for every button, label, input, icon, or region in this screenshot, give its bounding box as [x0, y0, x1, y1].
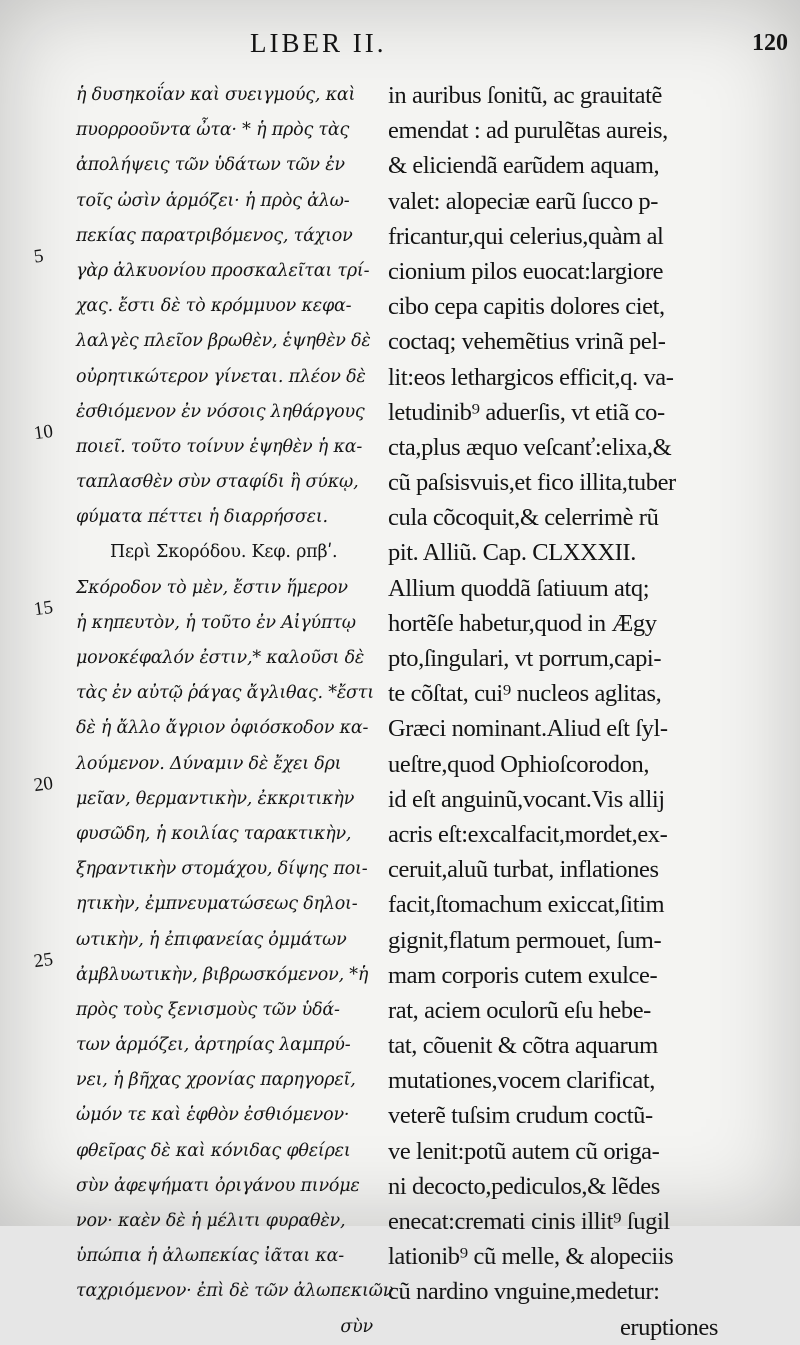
latin-text-line: rat, aciem oculorũ eſu hebe- [388, 996, 651, 1024]
latin-text-line: emendat : ad purulẽtas aureis, [388, 117, 668, 145]
greek-chapter-heading: Περὶ Σκορόδου. Κεφ. ρπβʹ. [110, 542, 338, 563]
latin-text-line: cula cõcoquit,& celerrimè rũ [388, 504, 659, 532]
latin-text-line: Græci nominant.Aliud eſt ſyl- [388, 715, 668, 743]
greek-text-line: πεκίας παρατριβόμενος, τάχιον [76, 225, 353, 246]
latin-text-line: valet: alopeciæ earũ ſucco p- [388, 187, 659, 215]
greek-text-line: μεῖαν, θερμαντικὴν, ἐκκριτικὴν [76, 788, 355, 809]
greek-text-line: ξηραντικὴν στομάχου, δίψης ποι- [76, 859, 368, 880]
latin-text-line: facit,ſtomachum exiccat,ſitim [388, 891, 665, 919]
greek-text-line: τοῖς ὠσὶν ἁρμόζει· ἡ πρὸς ἀλω- [76, 190, 350, 211]
greek-text-line: σὺν ἀφεψήματι ὀριγάνου πινόμε [76, 1175, 360, 1196]
latin-text-line: te cõſtat, cui⁹ nucleos aglitas, [388, 680, 662, 708]
greek-text-line: ἡ κηπευτὸν, ἡ τοῦτο ἐν Αἰγύπτῳ [76, 612, 356, 633]
latin-text-line: fricantur,qui celerius,quàm al [388, 222, 664, 250]
greek-text-line: ητικὴν, ἐμπνευματώσεως δηλοι- [76, 894, 358, 915]
latin-text-line: cũ nardino vnguine,medetur: [388, 1278, 660, 1306]
latin-chapter-heading: pit. Alliũ. Cap. CLXXXII. [388, 539, 636, 567]
latin-text-line: lationib⁹ cũ melle, & alopeciis [388, 1243, 674, 1271]
greek-text-line: ποιεῖ. τοῦτο τοίνυν ἑψηθὲν ἡ κα- [76, 436, 363, 457]
greek-text-line: χας. ἔστι δὲ τὸ κρόμμυον κεφα- [76, 296, 352, 317]
greek-text-line: λούμενον. Δύναμιν δὲ ἔχει δρι [76, 753, 342, 774]
greek-text-line: ταχριόμενον· ἐπὶ δὲ τῶν ἀλωπεκιῶν [76, 1281, 394, 1302]
greek-text-line: ἀπολήψεις τῶν ὑδάτων τῶν ἐν [76, 155, 345, 176]
latin-text-line: ceruit,aluũ turbat, inflationes [388, 856, 659, 884]
latin-text-line: id eſt anguinũ,vocant.Vis allij [388, 785, 665, 813]
latin-text-line: gignit,flatum permouet, ſum- [388, 926, 662, 954]
latin-column [388, 78, 718, 1345]
latin-text-line: in auribus ſonitũ, ac grauitatẽ [388, 82, 663, 109]
greek-text-line: πυορροοῦντα ὦτα· * ἡ πρὸς τὰς [76, 120, 350, 141]
greek-text-line: ἀμβλυωτικὴν, βιβρωσκόμενον, *ἡ [76, 964, 369, 985]
running-head: LIBER II. [250, 28, 387, 58]
greek-text-line: δὲ ἡ ἄλλο ἄγριον ὀφιόσκοδον κα- [76, 718, 369, 739]
latin-text-line: cibo cepa capitis dolores ciet, [388, 293, 665, 321]
greek-text-line: μονοκέφαλόν ἐστιν,* καλοῦσι δὲ [76, 648, 365, 668]
latin-text-line: ueſtre,quod Ophioſcorodon, [388, 750, 650, 778]
greek-text-line: φυσῶδη, ἡ κοιλίας ταρακτικὴν, [76, 823, 352, 844]
greek-text-line: λαλγὲς πλεῖον βρωθὲν, ἑψηθὲν δὲ [76, 331, 371, 352]
greek-text-line: πρὸς τοὺς ξενισμοὺς τῶν ὑδά- [76, 999, 340, 1020]
latin-text-line: mutationes,vocem clarificat, [388, 1067, 656, 1095]
latin-text-line: lit:eos lethargicos efficit,q. va- [388, 363, 674, 391]
latin-text-line: mam corporis cutem exulce- [388, 961, 658, 989]
greek-text-line: ὠμόν τε καὶ ἑφθὸν ἐσθιόμενον· [76, 1105, 350, 1126]
greek-text-line: των ἁρμόζει, ἀρτηρίας λαμπρύ- [76, 1035, 351, 1056]
greek-text-line: γὰρ ἀλκυονίου προσκαλεῖται τρί- [76, 260, 370, 281]
latin-text-line: & eliciendã earũdem aquam, [388, 152, 660, 180]
latin-text-line: enecat:cremati cinis illit⁹ ſugil [388, 1208, 670, 1235]
greek-text-line: φύματα πέττει ἡ διαρρήσσει. [76, 507, 328, 528]
greek-text-line: Σκόροδον τὸ μὲν, ἔστιν ἥμερον [76, 577, 348, 598]
folio-number: 120 [752, 30, 788, 56]
greek-text-line: τὰς ἐν αὐτῷ ῥάγας ἄγλιθας. *ἔστι [76, 683, 374, 704]
latin-text-line: ni decocto,pediculos,& lẽdes [388, 1172, 660, 1200]
greek-text-line: ἡ δυσηκοΐαν καὶ συειγμούς, καὶ [76, 85, 356, 105]
line-number-marker: 5 [32, 245, 45, 268]
greek-text-line: νει, ἡ βῆχας χρονίας παρηγορεῖ, [76, 1070, 356, 1091]
latin-catchword: eruptiones [619, 1313, 718, 1341]
greek-text-line: οὐρητικώτερον γίνεται. πλέον δὲ [76, 366, 366, 387]
line-number-marker: 20 [32, 772, 55, 797]
latin-text-line: cionium pilos euocat:largiore [388, 257, 664, 285]
greek-text-line: φθεῖρας δὲ καὶ κόνιδας φθείρει [76, 1140, 351, 1161]
greek-text-line: ὑπώπια ἡ ἀλωπεκίας ἰᾶται κα- [76, 1246, 344, 1267]
latin-text-line: letudinib⁹ aduerſis, vt etiã co- [388, 398, 665, 426]
latin-text-line: veterẽ tuſsim crudum coctũ- [388, 1102, 653, 1130]
greek-column [76, 78, 394, 1345]
line-number-marker: 15 [32, 596, 55, 621]
latin-text-line: Allium quoddã ſatiuum atq; [388, 574, 650, 602]
latin-text-line: cta,plus æquo veſcanť:elixa,& [388, 433, 672, 461]
greek-text-line: νον· καὲν δὲ ἡ μέλιτι φυραθὲν, [76, 1211, 346, 1231]
greek-catchword: σὺν [340, 1316, 373, 1337]
line-number-marker: 25 [32, 948, 55, 973]
line-number-marker: 10 [32, 420, 55, 445]
greek-text-line: ταπλασθὲν σὺν σταφίδι ἢ σύκῳ, [76, 472, 359, 493]
latin-text-line: pto,ſingulari, vt porrum,capi- [388, 645, 662, 672]
latin-text-line: coctaq; vehemẽtius vrinã pel- [388, 328, 666, 356]
latin-text-line: ve lenit:potũ autem cũ origa- [388, 1137, 660, 1165]
greek-text-line: ἐσθιόμενον ἐν νόσοις ληθάργους [76, 401, 365, 422]
greek-text-line: ωτικὴν, ἡ ἐπιφανείας ὀμμάτων [76, 929, 347, 950]
latin-text-line: acris eſt:excalfacit,mordet,ex- [388, 820, 668, 848]
latin-text-line: hortẽſe habetur,quod in Ægy [388, 609, 657, 637]
latin-text-line: cũ paſsisvuis,et fico illita,tuber [388, 469, 676, 497]
latin-text-line: tat, cõuenit & cõtra aquarum [388, 1032, 658, 1060]
